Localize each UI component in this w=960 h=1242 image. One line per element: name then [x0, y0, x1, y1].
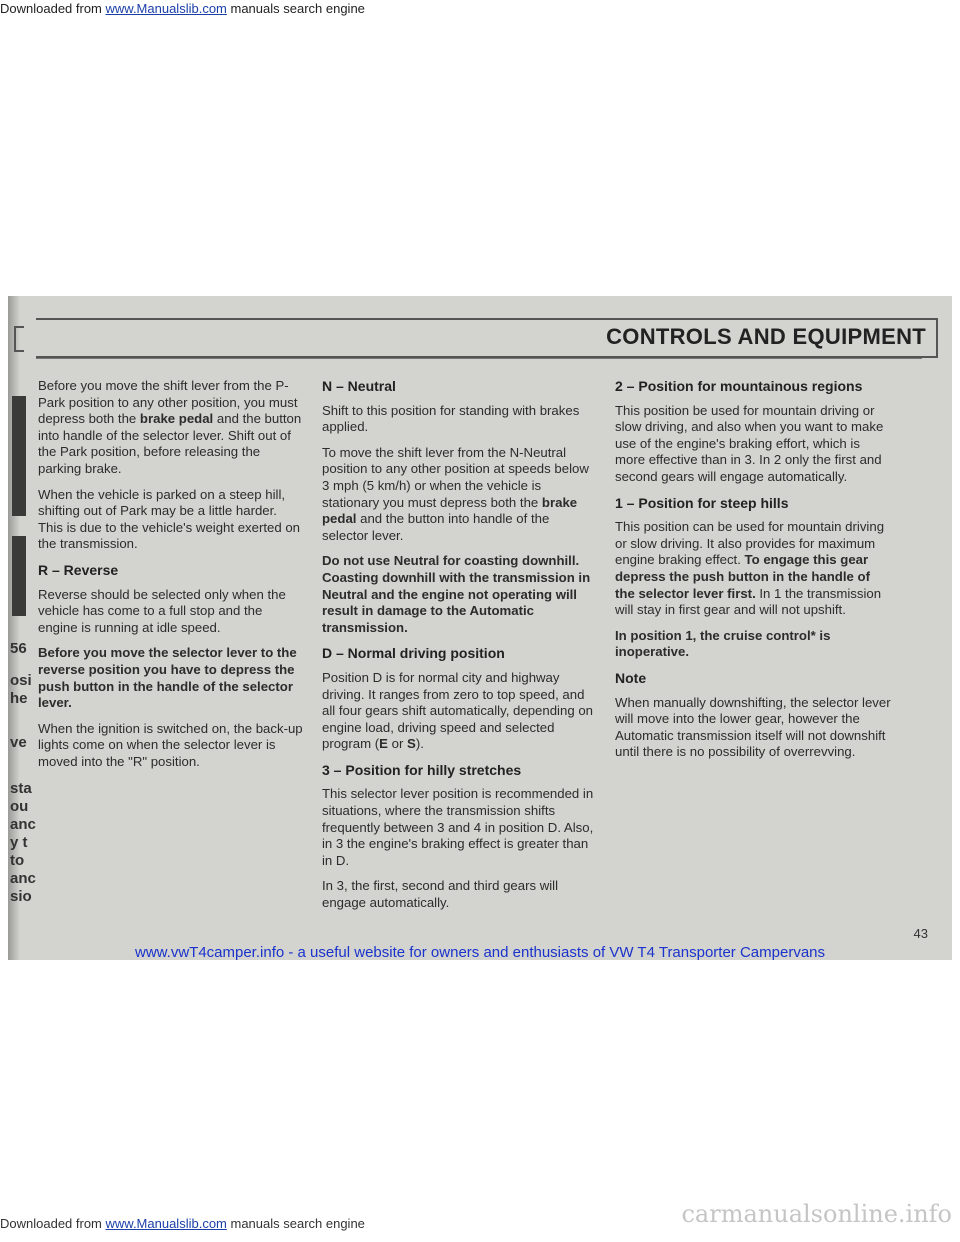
paragraph: Reverse should be selected only when the vehicle has come to a full stop and the engine is running at idle speed.: [38, 586, 286, 635]
paragraph: Before you move the shift lever from the P-Park position to any other position, you must depress both the brake pedal and the button into handle of the selector lever. Shift out of the Park position, before releasing the parking brake.: [38, 378, 302, 476]
previous-page-bar: [12, 536, 26, 616]
manualslib-link[interactable]: www.Manualslib.com: [105, 1, 227, 16]
heading-reverse: R – Reverse: [38, 561, 119, 578]
previous-page-fragment: ou: [10, 798, 29, 815]
footer-website-link[interactable]: www.vwT4camper.info - a useful website for owners and enthusiasts of VW T4 Transporter Campervans: [134, 944, 826, 961]
paragraph: Shift to this position for standing with brakes applied.: [322, 402, 580, 435]
paragraph: When manually downshifting, the selector lever will move into the lower gear, however the Automatic transmission itself will not downshift until there is no possibility of overrevving.: [615, 694, 891, 760]
heading-mountain: 2 – Position for mountainous regions: [615, 378, 863, 394]
column-right: [615, 378, 893, 770]
previous-page-fragment: 56: [10, 640, 27, 657]
previous-page-fragment: anc: [10, 870, 36, 887]
paragraph: When the vehicle is parked on a steep hill, shifting out of Park may be a little harder. This is due to the vehicle's weight exerted on the transmission.: [38, 486, 301, 552]
previous-page-fragment: he: [10, 690, 28, 707]
paragraph: To move the shift lever from the N-Neutral position to any other position at speeds below 3 mph (5 km/h) or when the vehicle is stationary you must depress both the brake pedal and the button into handle of the selector lever.: [322, 444, 589, 543]
paragraph: In 3, the first, second and third gears will engage automatically.: [322, 878, 559, 911]
banner-suffix: manuals search engine: [226, 1, 365, 16]
section-title: CONTROLS AND EQUIPMENT: [606, 324, 926, 349]
page-number: 43: [913, 926, 928, 941]
warning-paragraph: Do not use Neutral for coasting downhill. Coasting downhill with the transmission in Neutral and the engine not operating will result in damage to the Automatic transmission.: [322, 553, 591, 635]
previous-page-fragment: ve: [10, 734, 27, 751]
manual-page: [8, 296, 952, 960]
watermark-logo: carmanualsonline.info: [681, 1200, 952, 1228]
previous-page-edge: [8, 356, 36, 956]
previous-page-fragment: sta: [10, 780, 32, 797]
previous-page-fragment: y t: [10, 834, 28, 851]
banner-prefix: Downloaded from: [0, 1, 106, 16]
download-banner: [0, 0, 960, 16]
header-rule: [36, 358, 922, 359]
previous-page-fragment: anc: [10, 816, 36, 833]
manualslib-link-bottom[interactable]: www.Manualslib.com: [105, 1216, 227, 1231]
previous-page-fragment: to: [10, 852, 25, 869]
previous-page-bar: [12, 396, 26, 516]
paragraph: This selector lever position is recommended in situations, where the transmission shifts frequently between 3 and 4 in position D. Also, in 3 the engine's braking effect is greater than in D.: [322, 786, 594, 868]
heading-neutral: N – Neutral: [322, 378, 396, 394]
warning-paragraph: In position 1, the cruise control* is inoperative.: [615, 627, 831, 660]
warning-paragraph: Before you move the selector lever to the reverse position you have to depress the push button in the handle of the selector lever.: [38, 645, 297, 711]
column-middle: [322, 378, 595, 921]
column-left: [38, 378, 303, 779]
paragraph: This position be used for mountain driving or slow driving, and also when you want to make use of the engine's braking effort, which is more effective than in 3. In 2 only the first and second gears will engage automatically.: [615, 402, 884, 484]
paragraph: Position D is for normal city and highway driving. It ranges from zero to top speed, and all four gears shift automatically, depending on engine load, driving speed and selected program (E or S).: [322, 669, 593, 752]
paragraph: When the ignition is switched on, the back-up lights come on when the selector lever is moved into the "R" position.: [38, 720, 303, 769]
header-left-bracket: [14, 326, 24, 352]
download-watermark: Downloaded from www.Manualslib.com manuals search engine: [0, 1216, 365, 1231]
heading-drive: D – Normal driving position: [322, 645, 505, 662]
paragraph: This position can be used for mountain driving or slow driving. It also provides for maximum engine braking effect. To engage this gear depress the push button in the handle of the selector lever first. In 1 the transmission will stay in first gear and will not upshift.: [615, 519, 885, 618]
heading-hilly: 3 – Position for hilly stretches: [322, 761, 522, 778]
heading-note: Note: [615, 669, 647, 686]
previous-page-fragment: sio: [10, 888, 32, 905]
previous-page-fragment: osi: [10, 672, 32, 689]
heading-steep: 1 – Position for steep hills: [615, 494, 789, 511]
